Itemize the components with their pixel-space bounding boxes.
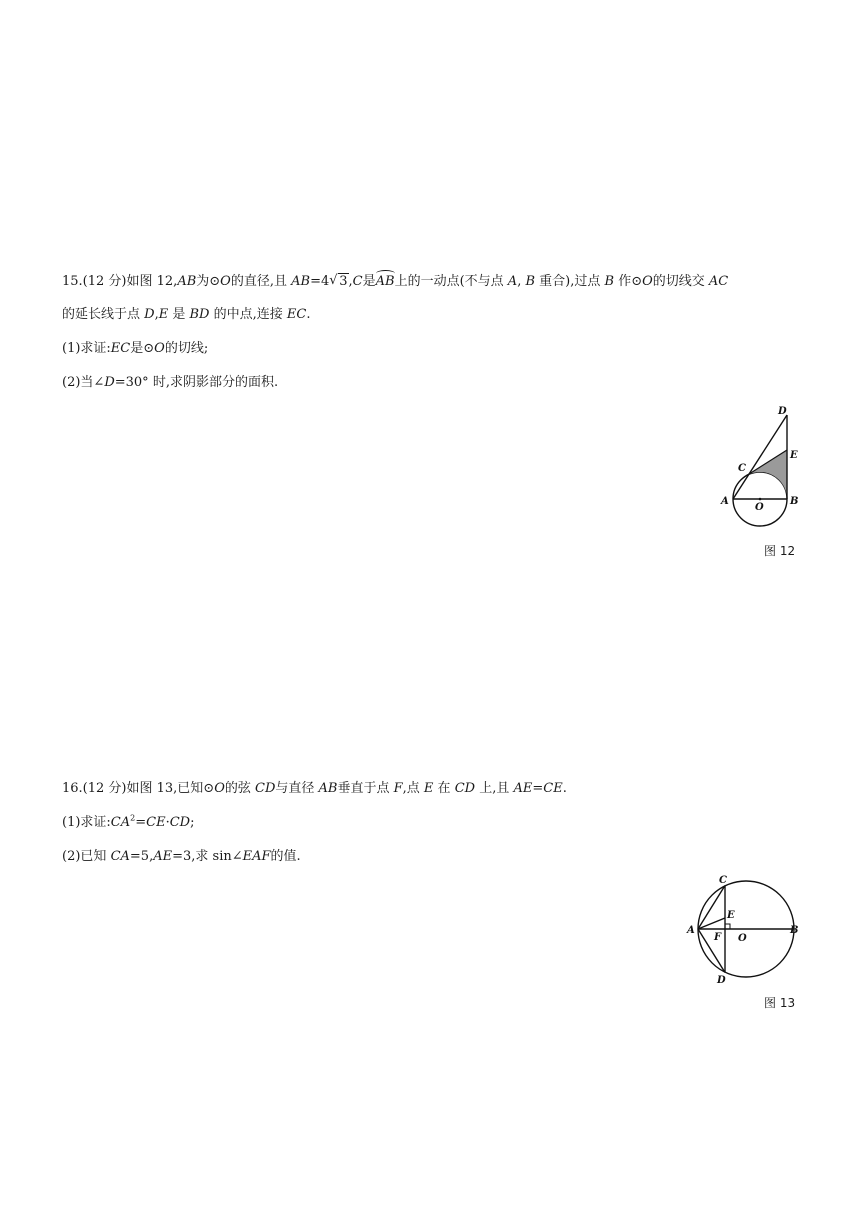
label-b: B bbox=[790, 925, 799, 936]
label-e: E bbox=[727, 910, 735, 921]
shaded-region bbox=[747, 450, 788, 499]
label-a: A bbox=[721, 496, 729, 507]
arc-ab: AB bbox=[375, 274, 395, 289]
q15-part2: (2)当∠D=30° 时,求阴影部分的面积. bbox=[62, 375, 279, 390]
figure-13-caption: 图 13 bbox=[764, 996, 796, 1010]
sqrt-expression: √ 3 bbox=[329, 273, 348, 291]
q15-part1: (1)求证:EC是⊙O的切线; bbox=[62, 341, 209, 356]
label-f: F bbox=[714, 932, 722, 943]
label-o: O bbox=[738, 933, 747, 944]
q16-stem-line1: 16.(12 分)如图 13,已知⊙O的弦 CD与直径 AB垂直于点 F,点 E 在 CD 上,且 AE=CE. bbox=[62, 781, 567, 796]
center-point bbox=[759, 498, 762, 501]
line-ac bbox=[698, 886, 725, 930]
figure-12 bbox=[715, 400, 810, 530]
figure-13 bbox=[680, 870, 810, 990]
label-b: B bbox=[790, 496, 799, 507]
label-e: E bbox=[790, 450, 798, 461]
q16-part2: (2)已知 CA=5,AE=3,求 sin∠EAF的值. bbox=[62, 849, 301, 864]
label-d: D bbox=[717, 975, 726, 986]
label-a: A bbox=[687, 925, 695, 936]
label-d: D bbox=[778, 406, 787, 417]
q15-stem-line1: 15.(12 分)如图 12,AB为⊙O的直径,且 AB=4√ 3,C是AB上的一动点(不与点 A, B 重合),过点 B 作⊙O的切线交 AC bbox=[62, 273, 728, 291]
figure-12-caption: 图 12 bbox=[764, 544, 796, 558]
right-angle-mark bbox=[725, 924, 730, 929]
label-c: C bbox=[738, 463, 746, 474]
q15-stem-line2: 的延长线于点 D,E 是 BD 的中点,连接 EC. bbox=[62, 307, 311, 322]
label-o: O bbox=[755, 502, 764, 513]
q16-part1: (1)求证$:CA^2=CE\cdot CD$; bbox=[62, 813, 195, 830]
label-c: C bbox=[719, 875, 727, 886]
